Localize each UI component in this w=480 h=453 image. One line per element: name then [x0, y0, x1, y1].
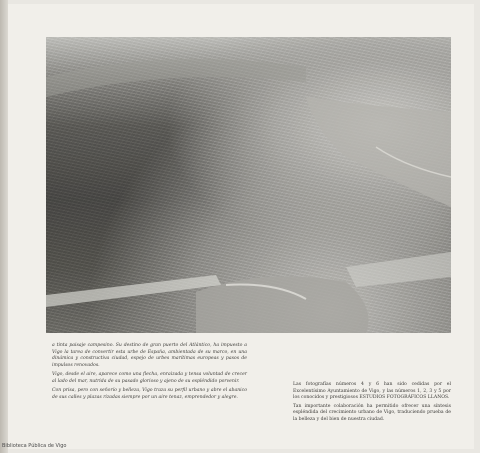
caption-left — [52, 343, 247, 404]
closing-paragraph: Tan importante colaboración ha permitido ofrecer una síntesis espléndida del crecimiento urbano de Vigo, traduciendo prueba de la belleza y del bien de nuestra ciudad. — [293, 403, 451, 422]
aerial-photo — [46, 37, 451, 333]
paragraph-2: Vigo, desde el aire, aparece como una flecha, enraizada y tensa voluntad de crecer al lado del mar, nutrida de su pasado glorioso y ajeno de su espléndido porvenir. — [52, 372, 247, 384]
binding-edge — [0, 0, 8, 453]
paragraph-3: Con prisa, pero con señorío y belleza, Vigo traza su perfil urbano y abre el abanico de sus calles y plazas rizadas siempre por un aire tenaz, emprendedor y alegre. — [52, 388, 247, 400]
credits-paragraph: Las fotografías números 4 y 6 han sido cedidas por el Excelentísimo Ayuntamiento de Vigo, y las números 1, 2, 3 y 5 por los conocidos y prestigiosos ESTUDIOS FOTOGRÁFICOS LLANOS. — [293, 382, 451, 400]
paragraph-1: a tinta paisaje campesino. Su destino de gran puerto del Atlántico, ha impuesto a Vigo la tarea de convertir esta urbe de España, ambientada de su marco, en una dinámica y constructiva ciudad, espejo de urbes marítimas europeas y pasos de impulsos renovados. — [52, 343, 247, 368]
library-credit: Biblioteca Pública de Vigo — [2, 443, 67, 449]
scanned-page — [8, 4, 474, 449]
caption-right — [293, 382, 451, 425]
photo-shapes — [46, 37, 451, 333]
